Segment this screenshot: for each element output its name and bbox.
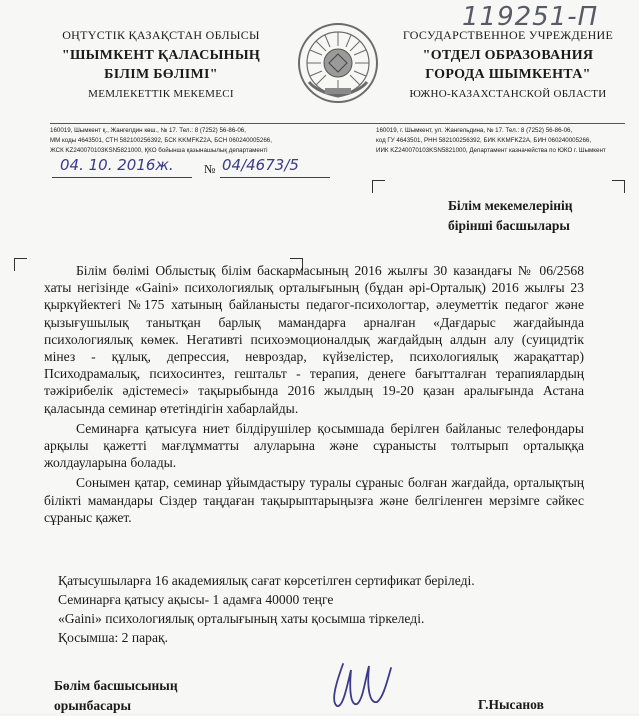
notes-item: Семинарға қатысу ақысы- 1 адамға 40000 теңге (58, 592, 334, 607)
corner-mark (372, 180, 385, 193)
letter-number: 04/4673/5 (222, 156, 299, 174)
letter-body (44, 262, 584, 526)
date-number-line (52, 156, 332, 180)
header-right-line1: ГОСУДАРСТВЕННОЕ УЧРЕЖДЕНИЕ (402, 28, 614, 42)
contact-line: ИИК KZ240070103KSN5821000, Департамент казначейства по ЮКО г. Шымкент (376, 147, 606, 154)
notes-item: Қосымша: 2 парақ. (58, 630, 168, 645)
notes-list (58, 571, 475, 647)
header-right-line3: ГОРОДА ШЫМКЕНТА" (425, 67, 591, 82)
contact-line: код ГУ 4643501, РНН 582100256392, БИК KKMFKZ2A, БИН 060240005266, (376, 137, 592, 144)
signatory-title (54, 676, 178, 716)
header-left-line1: ОҢТҮСТІК ҚАЗАҚСТАН ОБЛЫСЫ (62, 28, 260, 42)
number-label: № (204, 162, 216, 176)
signatory-name: Г.Нысанов (478, 697, 544, 712)
contact-line: 160019, г. Шымкент, ул. Жангельдина, № 17. Тел.: 8 (7252) 56-86-06, (376, 127, 573, 134)
body-paragraph: Білім бөлімі Облыстық білім баскармасының 2016 жылғы 30 казандағы № 06/2568 хаты негізінде «Gaini» психологиялық орталығының (бұдан әрі-Орталық) 2016 жылғы 23 қыркүйектегі №175 хатының байланысты педагог-психологтар, әлеуметтік педагог және қызығушылық танытқан барлық мамандарға арналған «Дағдарыс жағдайында психологиялық көмек. Негативті психоэмоционалдық жағдайдың алдын алу (суицидтік мінез - құлық, депрессия, невроздар, күйзелістер, психологиялық жарақаттар) Психодрамалық, психосинтез, гештальт - терапия, денеге бағытталған терапиялардың тәжірибелік әдістемесі» тақырыбында 2016 жылдың 19-20 қазан аралығында Астана қаласында семинар өтетіндігін хабарлайды. (44, 263, 584, 416)
registration-number: 119251-П (462, 2, 599, 32)
body-paragraph: Сонымен қатар, семинар ұйымдастыру туралы сұраныс болған жағдайда, орталықтың білікті мамандары Сіздер таңдаған тақырыптарыңызға және белгіленген мерзімге сәйкес сұраныс қажет. (44, 475, 584, 525)
header-left-line4: МЕМЛЕКЕТТІК МЕКЕМЕСІ (88, 88, 234, 100)
addressee-line: бірінші басшылары (448, 218, 570, 233)
contact-line: ЖСК KZ240070103KSN5821000, ҚКО бойынша қазынашылық департаменті (50, 147, 268, 154)
header-left (36, 28, 286, 100)
contacts-right (376, 126, 638, 156)
header-left-line3: БІЛІМ БӨЛІМІ" (104, 67, 218, 82)
state-emblem-icon (297, 22, 379, 104)
notes-item: «Gaini» психологиялық орталығының хаты қосымша тіркеледі. (58, 611, 425, 626)
number-underline (220, 177, 330, 178)
addressee-line: Білім мекемелерінің (448, 198, 573, 213)
notes-item: Қатысушыларға 16 академиялық сағат көрсетілген сертификат беріледі. (58, 573, 475, 588)
handwritten-signature-icon (325, 656, 405, 712)
header-left-line2: "ШЫМКЕНТ ҚАЛАСЫНЫҢ (61, 48, 261, 63)
signatory-title-line: орынбасары (54, 698, 132, 713)
corner-mark (612, 180, 625, 193)
header-right (388, 28, 628, 100)
contact-line: 160019, Шымкент қ., Жангелдин көш., № 17. Тел.: 8 (7252) 56-86-06, (50, 127, 246, 134)
header-right-line2: "ОТДЕЛ ОБРАЗОВАНИЯ (422, 48, 594, 63)
date-underline (52, 177, 192, 178)
contacts-left (50, 126, 350, 156)
body-paragraph: Семинарға қатысуға ниет білдірушілер қосымшада берілген байланыс телефондары арқылы қажетті мағлұмматты алуларына және сұранысты толтырып орталыққа жолдауларына болады. (44, 420, 584, 471)
header-right-line4: ЮЖНО-КАЗАХСТАНСКОЙ ОБЛАСТИ (409, 88, 607, 100)
signatory-title-line: Бөлім басшысының (54, 678, 178, 693)
header-divider (50, 123, 625, 124)
letter-date: 04. 10. 2016ж. (60, 156, 174, 174)
addressee (448, 196, 573, 236)
contact-line: ММ коды 4643501, СТН 582100256392, БСК KKMFKZ2A, БСН 060240005266, (50, 137, 272, 144)
corner-mark (14, 258, 27, 271)
